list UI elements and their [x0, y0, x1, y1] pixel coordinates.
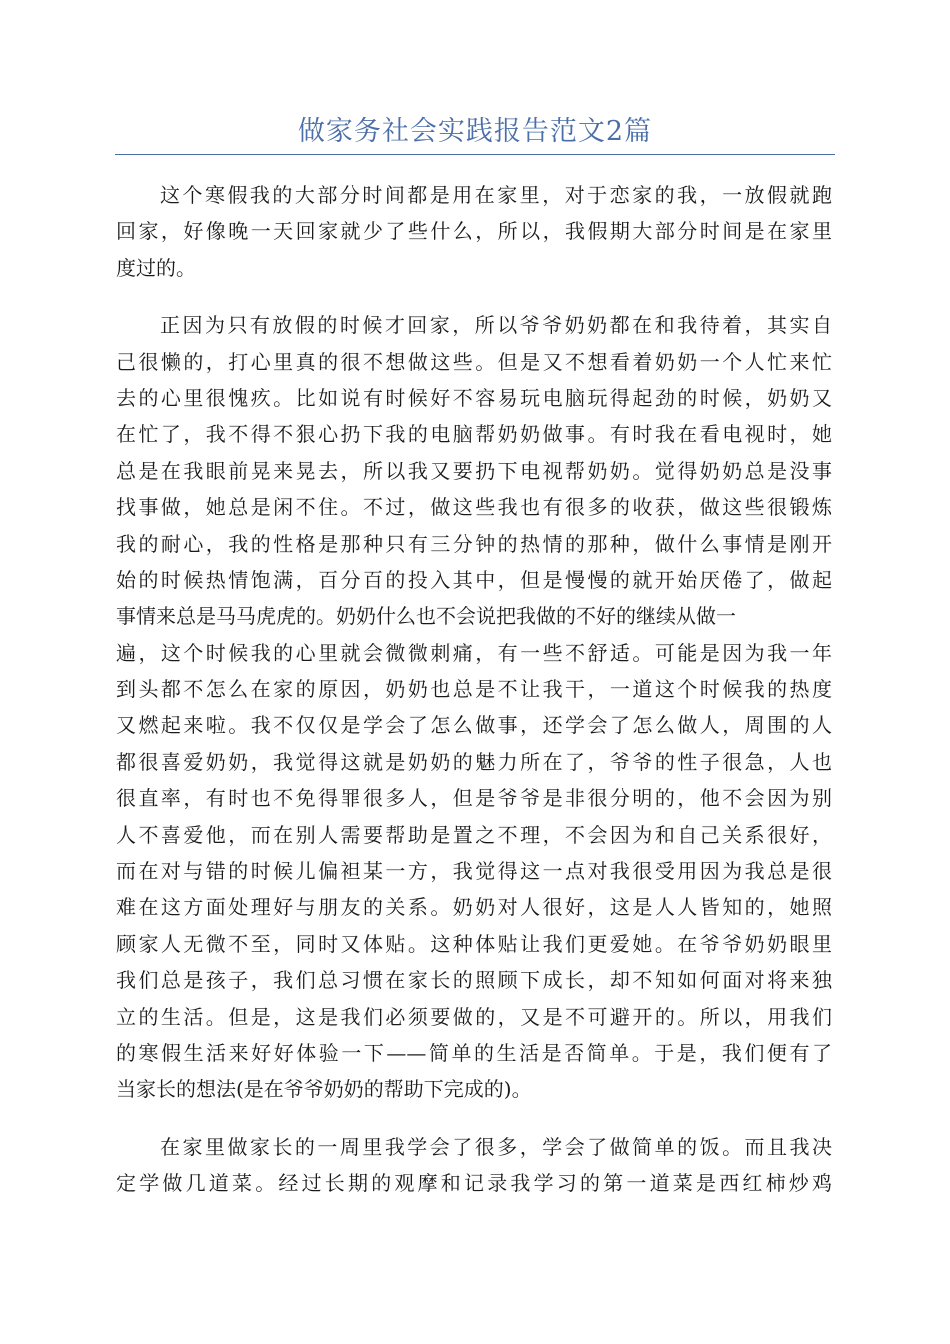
text-line: 顾家人无微不至，同时又体贴。这种体贴让我们更爱她。在爷爷奶奶眼里 [116, 931, 832, 956]
text-line: 定学做几道菜。经过长期的观摩和记录我学习的第一道菜是西红柿炒鸡 [116, 1171, 832, 1196]
text-line: 的寒假生活来好好体验一下——简单的生活是否简单。于是，我们便有了 [116, 1040, 832, 1065]
paragraph-gap [116, 286, 832, 307]
text-line: 找事做，她总是闲不住。不过，做这些我也有很多的收获，做这些很锻炼 [116, 495, 832, 520]
text-line: 在忙了，我不得不狠心扔下我的电脑帮奶奶做事。有时我在看电视时，她 [116, 422, 832, 447]
paragraph [116, 307, 832, 1108]
text-line: 而在对与错的时候儿偏袒某一方，我觉得这一点对我很受用因为我总是很 [116, 859, 832, 884]
text-line: 当家长的想法(是在爷爷奶奶的帮助下完成的)。 [116, 1077, 532, 1102]
text-line: 又燃起来啦。我不仅仅是学会了怎么做事，还学会了怎么做人，周围的人 [116, 713, 832, 738]
text-line: 遍，这个时候我的心里就会微微刺痛，有一些不舒适。可能是因为我一年 [116, 640, 832, 665]
document-title: 做家务社会实践报告范文2篇 [297, 116, 653, 147]
text-line: 难在这方面处理好与朋友的关系。奶奶对人很好，这是人人皆知的，她照 [116, 895, 832, 920]
text-line: 立的生活。但是，这是我们必须要做的，又是不可避开的。所以，用我们 [116, 1004, 832, 1029]
document-body [116, 177, 832, 1202]
text-line: 己很懒的，打心里真的很不想做这些。但是又不想看着奶奶一个人忙来忙 [116, 349, 832, 374]
text-line: 人不喜爱他，而在别人需要帮助是置之不理，不会因为和自己关系很好， [116, 822, 832, 847]
text-line: 这个寒假我的大部分时间都是用在家里，对于恋家的我，一放假就跑 [160, 183, 832, 207]
text-line: 事情来总是马马虎虎的。奶奶什么也不会说把我做的不好的继续从做一 [116, 604, 736, 629]
text-line: 去的心里很愧疚。比如说有时候好不容易玩电脑玩得起劲的时候，奶奶又 [116, 385, 832, 410]
text-line: 到头都不怎么在家的原因，奶奶也总是不让我干，一道这个时候我的热度 [116, 677, 832, 702]
paragraph-gap [116, 1108, 832, 1129]
text-line: 我的耐心，我的性格是那种只有三分钟的热情的那种，做什么事情是刚开 [116, 531, 832, 556]
text-line: 很直率，有时也不免得罪很多人，但是爷爷是非很分明的，他不会因为别 [116, 786, 832, 811]
text-line: 总是在我眼前晃来晃去，所以我又要扔下电视帮奶奶。觉得奶奶总是没事 [116, 458, 832, 483]
text-line: 度过的。 [116, 255, 196, 280]
paragraph [116, 1129, 832, 1202]
text-line: 在家里做家长的一周里我学会了很多，学会了做简单的饭。而且我决 [160, 1134, 832, 1159]
text-line: 正因为只有放假的时候才回家，所以爷爷奶奶都在和我待着，其实自 [160, 313, 832, 338]
text-line: 都很喜爱奶奶，我觉得这就是奶奶的魅力所在了，爷爷的性子很急，人也 [116, 749, 832, 774]
text-line: 始的时候热情饱满，百分百的投入其中，但是慢慢的就开始厌倦了，做起 [116, 567, 832, 592]
text-line: 我们总是孩子，我们总习惯在家长的照顾下成长，却不知如何面对将来独 [116, 968, 832, 993]
title-underline [115, 154, 835, 155]
text-line: 回家，好像晚一天回家就少了些什么，所以，我假期大部分时间是在家里 [116, 219, 832, 244]
paragraph [116, 177, 832, 286]
